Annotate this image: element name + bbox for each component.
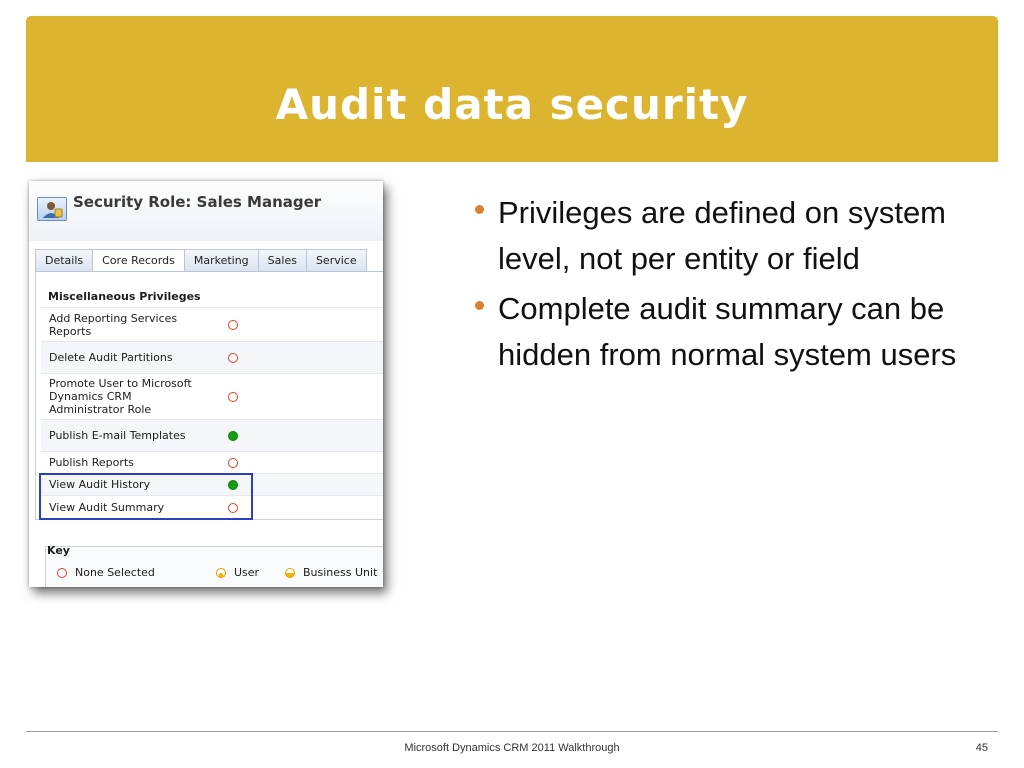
privilege-level-full-icon[interactable] [228, 480, 238, 490]
bullet-list [470, 190, 990, 382]
slide-title: Audit data security [275, 80, 749, 129]
privilege-row [41, 451, 383, 473]
privilege-row [41, 341, 383, 373]
privilege-level-none-icon[interactable] [228, 503, 238, 513]
privilege-label: View Audit History [49, 478, 151, 491]
privilege-list [41, 307, 383, 519]
title-bar [26, 16, 998, 162]
page-number: 45 [975, 742, 988, 754]
key-label: None Selected [75, 566, 155, 579]
tab-sales[interactable]: Sales [258, 249, 307, 271]
privilege-row [41, 473, 383, 495]
privilege-level-none-icon[interactable] [228, 353, 238, 363]
security-role-icon [37, 197, 67, 221]
business-unit-level-icon [285, 568, 295, 578]
privilege-row [41, 495, 383, 519]
privilege-level-full-icon[interactable] [228, 431, 238, 441]
window-title: Security Role: Sales Manager [73, 193, 322, 211]
key-label: Business Unit [303, 566, 378, 579]
privilege-row [41, 307, 383, 341]
privilege-row [41, 373, 383, 419]
key-label: User [234, 566, 260, 579]
privilege-label: Publish Reports [49, 456, 134, 469]
footer-divider [26, 731, 998, 732]
privilege-label: Add Reporting Services Reports [49, 311, 178, 338]
bullet-text: Complete audit summary can be hidden from normal system users [498, 291, 957, 372]
privilege-label: Delete Audit Partitions [49, 351, 173, 364]
tab-bar [35, 249, 366, 271]
bullet-item [470, 286, 990, 378]
bullet-dot-icon [475, 301, 484, 310]
key-item-none-selected [57, 566, 155, 579]
privilege-label: Promote User to Microsoft Dynamics CRM Administrator Role [49, 377, 192, 416]
key-item-user [216, 566, 259, 579]
privilege-row [41, 419, 383, 451]
key-item-business-unit [285, 566, 377, 579]
tab-service[interactable]: Service [306, 249, 367, 271]
tab-core-records[interactable]: Core Records [92, 249, 185, 272]
user-level-icon [216, 568, 226, 578]
privilege-label: Publish E-mail Templates [49, 429, 186, 442]
privilege-level-none-icon[interactable] [228, 392, 238, 402]
window-header [29, 181, 383, 241]
bullet-item [470, 190, 990, 282]
tab-details[interactable]: Details [35, 249, 93, 271]
none-selected-icon [57, 568, 67, 578]
privilege-label: View Audit Summary [49, 501, 165, 514]
footer-text: Microsoft Dynamics CRM 2011 Walkthrough [404, 742, 620, 754]
bullet-text: Privileges are defined on system level, not per entity or field [498, 195, 947, 276]
privilege-level-none-icon[interactable] [228, 320, 238, 330]
security-role-screenshot [29, 181, 383, 587]
section-title: Miscellaneous Privileges [48, 290, 201, 303]
tab-marketing[interactable]: Marketing [184, 249, 259, 271]
bullet-dot-icon [475, 205, 484, 214]
privilege-level-none-icon[interactable] [228, 458, 238, 468]
key-title: Key [47, 544, 70, 557]
